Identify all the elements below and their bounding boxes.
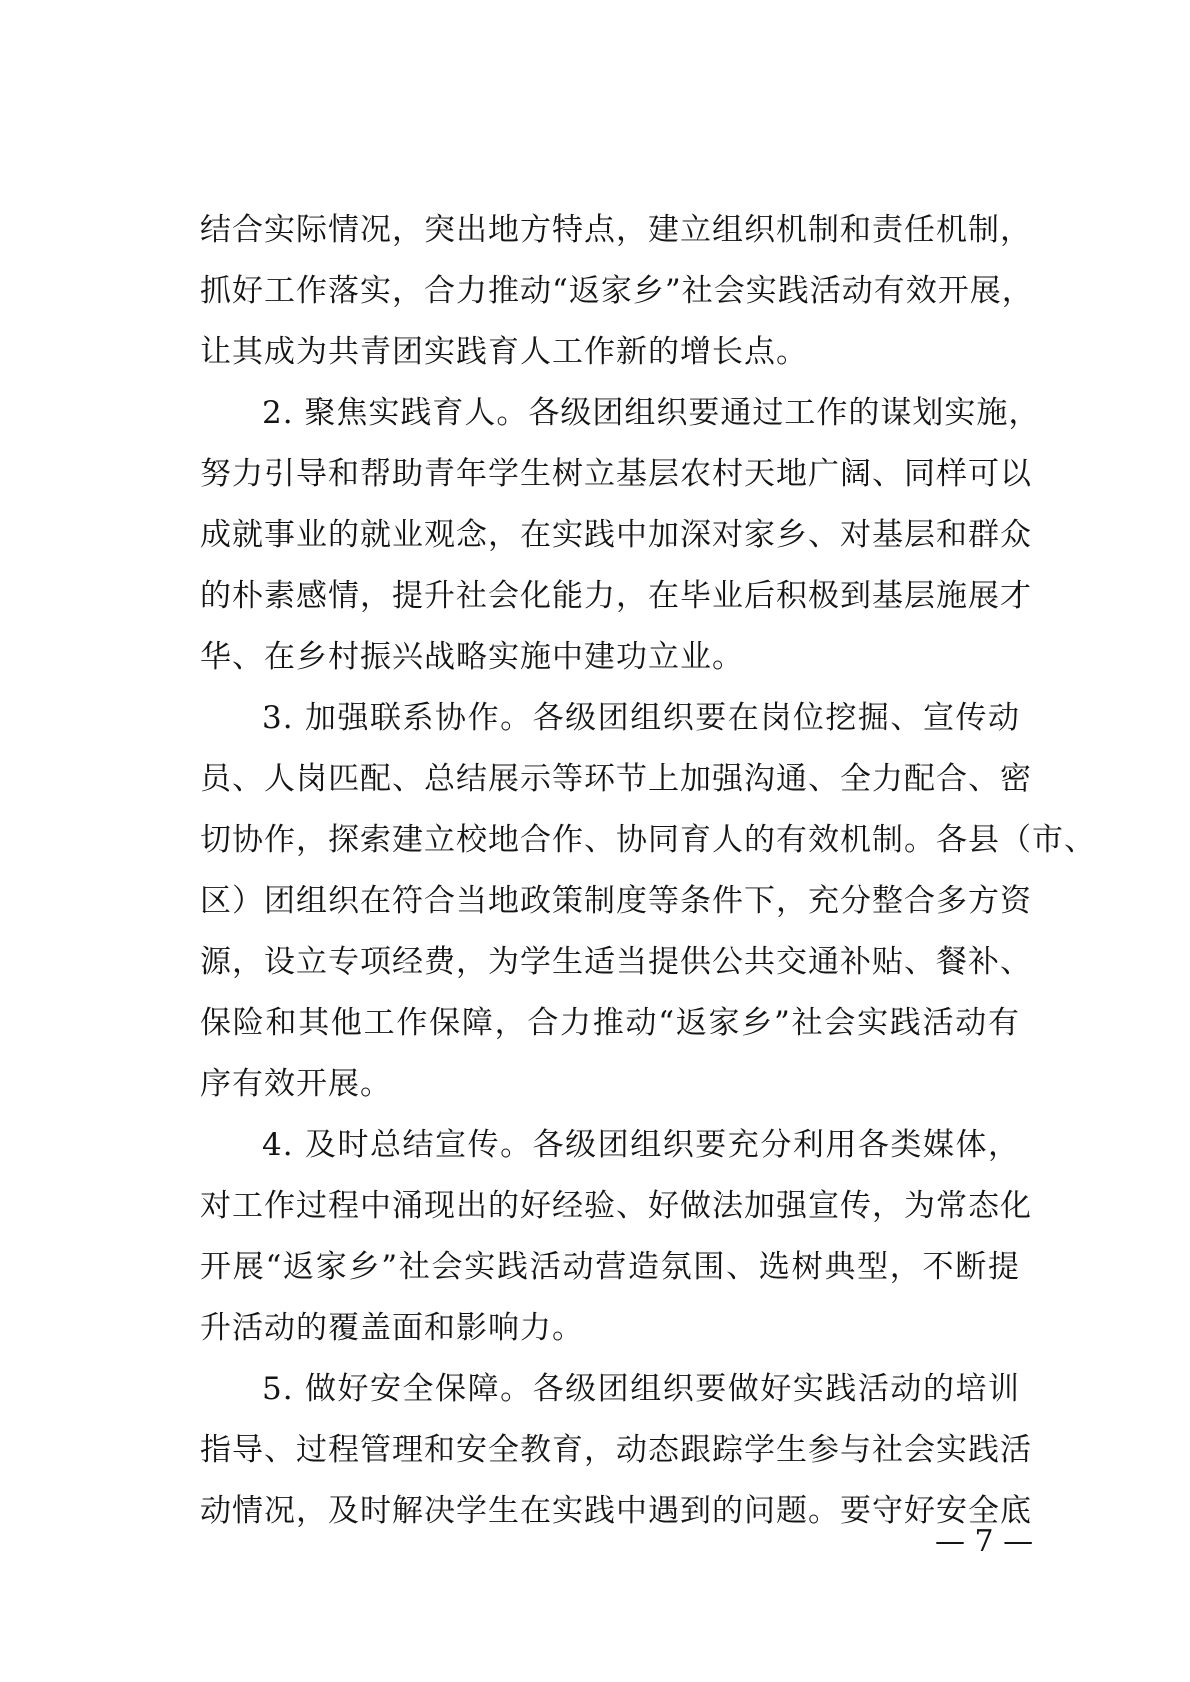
text-line: 2. 聚焦实践育人。各级团组织要通过工作的谋划实施， <box>262 395 1041 431</box>
text-line: 指导、过程管理和安全教育，动态跟踪学生参与社会实践活 <box>200 1432 1032 1468</box>
text-line: 的朴素感情，提升社会化能力，在毕业后积极到基层施展才 <box>200 578 1032 614</box>
text-line: 5. 做好安全保障。各级团组织要做好实践活动的培训 <box>262 1371 1020 1407</box>
text-line: 员、人岗匹配、总结展示等环节上加强沟通、全力配合、密 <box>200 761 1032 797</box>
text-line: 保险和其他工作保障，合力推动“返家乡”社会实践活动有 <box>200 1005 1020 1041</box>
text-line: 抓好工作落实，合力推动“返家乡”社会实践活动有效开展， <box>200 273 1034 309</box>
text-line: 源，设立专项经费，为学生适当提供公共交通补贴、餐补、 <box>200 944 1032 980</box>
text-line: 结合实际情况，突出地方特点，建立组织机制和责任机制， <box>200 212 1032 248</box>
text-line: 区）团组织在符合当地政策制度等条件下，充分整合多方资 <box>200 883 1032 919</box>
page-number: — 7 — <box>935 1524 1034 1559</box>
document-body <box>200 210 1096 1552</box>
text-line: 4. 及时总结宣传。各级团组织要充分利用各类媒体， <box>262 1127 1020 1163</box>
text-line: 3. 加强联系协作。各级团组织要在岗位挖掘、宣传动 <box>262 700 1020 736</box>
text-line: 成就事业的就业观念，在实践中加深对家乡、对基层和群众 <box>200 517 1032 553</box>
text-line: 动情况，及时解决学生在实践中遇到的问题。要守好安全底 <box>200 1493 1032 1529</box>
text-line: 对工作过程中涌现出的好经验、好做法加强宣传，为常态化 <box>200 1188 1032 1224</box>
text-line: 升活动的覆盖面和影响力。 <box>200 1310 584 1346</box>
text-line: 努力引导和帮助青年学生树立基层农村天地广阔、同样可以 <box>200 456 1032 492</box>
text-line: 序有效开展。 <box>200 1066 392 1102</box>
text-line: 开展“返家乡”社会实践活动营造氛围、选树典型，不断提 <box>200 1249 1020 1285</box>
text-line: 华、在乡村振兴战略实施中建功立业。 <box>200 639 744 675</box>
text-line: 让其成为共青团实践育人工作新的增长点。 <box>200 334 808 370</box>
text-line: 切协作，探索建立校地合作、协同育人的有效机制。各县（市、 <box>200 822 1096 858</box>
